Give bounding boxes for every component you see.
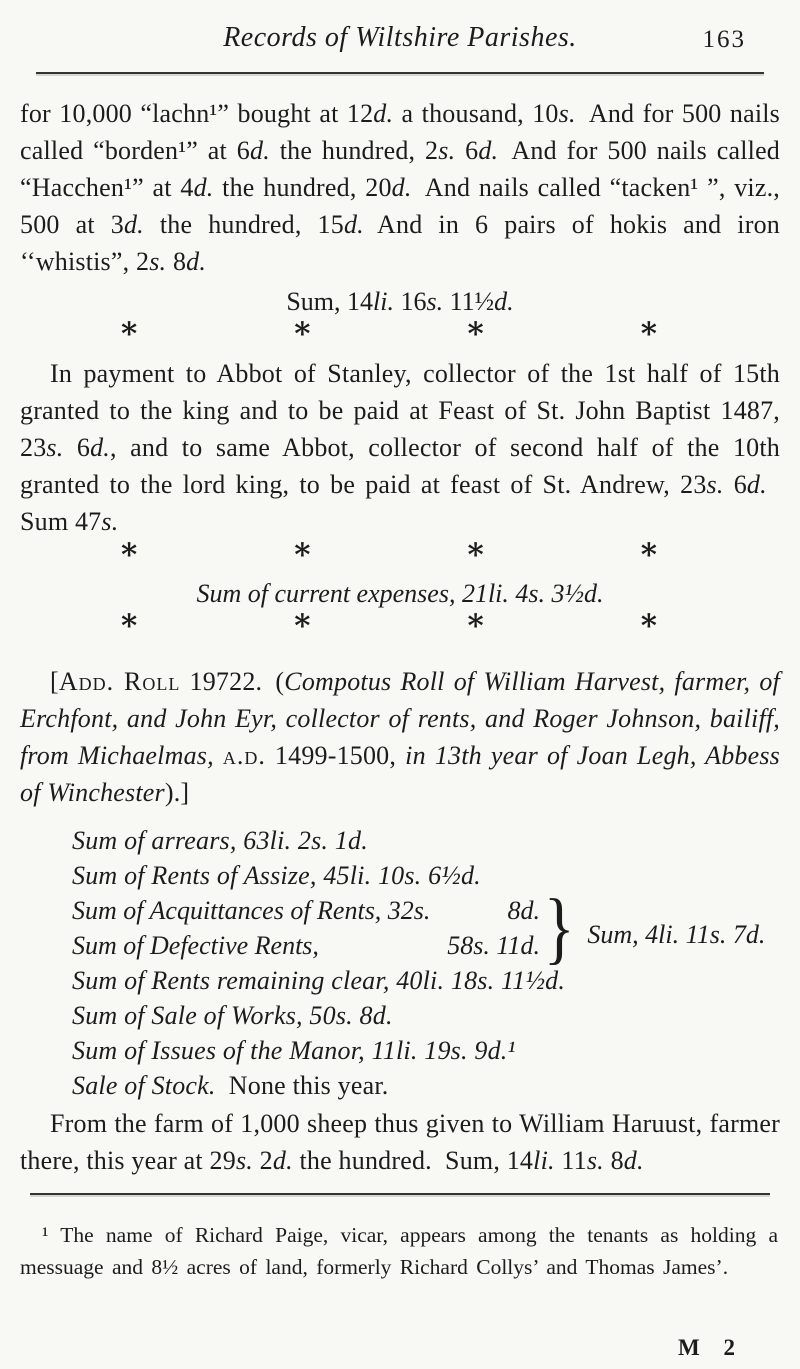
sums-list — [72, 823, 780, 1103]
asterisk-icon: * — [467, 608, 484, 644]
text-run: s. — [149, 247, 167, 276]
text-run: Sum, 4li. 11s. 7d. — [587, 920, 766, 949]
text-run: Compotus Roll of William Harvest, farmer, of Erchfont, and John Eyr, collector of rents, and Roger Johnson, bailiff, from Michaelmas, — [20, 667, 780, 770]
asterisk-icon: * — [640, 608, 657, 644]
text-run: the hundred, 20 — [213, 173, 392, 202]
sum-line-expenses — [0, 285, 800, 319]
asterisk-icon: * — [294, 316, 311, 352]
text-run: s. — [426, 287, 444, 316]
text-run: in 13th year of Joan Legh, Abbess of Winchester — [20, 741, 780, 807]
paragraph-sheep-farm — [20, 1105, 780, 1179]
text-run: And for 500 nails called “borden¹” at 6 — [20, 99, 780, 165]
list-item-sale-stock — [72, 1068, 780, 1103]
text-run: s. — [586, 1146, 604, 1175]
brace-sum — [587, 920, 765, 950]
list-item-issues-manor — [72, 1033, 780, 1068]
text-run: 6 — [63, 433, 91, 462]
brace-group — [72, 884, 780, 972]
text-run: d. — [494, 287, 514, 316]
text-run: In payment to Abbot of Stanley, collector of the 1st half of 15th granted to the king and to be paid at Feast of St. John Baptist 1487, 23 — [20, 359, 780, 462]
brace-icon: } — [543, 884, 575, 972]
asterisk-icon: * — [640, 316, 657, 352]
asterisk-separator — [0, 316, 800, 352]
text-run: d. — [272, 1146, 293, 1175]
text-run: 6 — [455, 136, 479, 165]
text-run: 8 — [603, 1146, 624, 1175]
text-run: d. — [186, 247, 207, 276]
list-item-arrears — [72, 823, 780, 858]
text-run: d. — [250, 136, 270, 165]
list-item-sale-works — [72, 998, 780, 1033]
text-run: the hundred, 2 — [269, 136, 439, 165]
text-run: None this year. — [215, 1071, 389, 1100]
footnote — [20, 1219, 778, 1283]
text-run: d. — [391, 173, 412, 202]
text-run: 8d. — [507, 896, 540, 925]
asterisk-icon: * — [467, 316, 484, 352]
text-run: s. — [438, 136, 456, 165]
text-run: Add. Roll — [58, 667, 181, 696]
text-run: a thousand, 10 — [393, 99, 559, 128]
text-run: d. — [623, 1146, 644, 1175]
text-run: d. — [123, 210, 144, 239]
text-run: 2 — [252, 1146, 273, 1175]
asterisk-icon: * — [121, 537, 138, 573]
text-run: [ — [50, 667, 59, 696]
text-run: 11½ — [443, 287, 495, 316]
text-run: d. — [90, 433, 111, 462]
signature-mark: M 2 — [678, 1335, 744, 1360]
asterisk-icon: * — [121, 608, 138, 644]
list-item-rents-clear — [72, 963, 780, 998]
text-run: And in 6 pairs of hokis and iron ‘‘whistis”, 2 — [20, 210, 780, 276]
text-run: d. — [746, 470, 767, 499]
text-run: 6 — [723, 470, 747, 499]
text-run: s. — [558, 99, 576, 128]
brace-lines — [72, 893, 540, 963]
paragraph-add-roll-heading — [20, 663, 780, 811]
header-rule — [36, 72, 764, 74]
list-item-defective-rents — [72, 928, 540, 963]
asterisk-separator — [0, 608, 800, 644]
text-run: d. — [343, 210, 364, 239]
text-run: s. — [46, 433, 64, 462]
text-run: li. — [533, 1146, 555, 1175]
text-run: Sum of Issues of the Manor, 11li. 19s. 9d.¹ — [72, 1036, 516, 1065]
text-run: a.d. — [222, 741, 266, 770]
text-run: s. — [706, 470, 724, 499]
text-run: 1499-1500, — [265, 741, 406, 770]
text-run: d. — [373, 99, 394, 128]
text-run: Sum, 14 — [286, 287, 374, 316]
text-run: And for 500 nails called “Hacchen¹” at 4 — [20, 136, 781, 202]
text-run: 8 — [166, 247, 187, 276]
list-item-rents-assize — [72, 858, 780, 893]
asterisk-icon: * — [294, 608, 311, 644]
list-item-label — [72, 893, 430, 928]
text-run: Sum of arrears, 63li. 2s. 1d. — [72, 826, 368, 855]
text-run: for 10,000 “lachn¹” bought at 12 — [20, 99, 374, 128]
footnote-rule — [30, 1193, 770, 1195]
paragraph-abbot-payment — [20, 355, 780, 540]
text-run: And nails called “tacken¹ ”, viz., 500 at 3 — [20, 173, 780, 239]
text-run: 16 — [393, 287, 427, 316]
text-run: s. — [101, 507, 119, 536]
text-run: , and to same Abbot, collector of second half of the 10th granted to the lord king, to be paid at feast of St. Andrew, 23 — [20, 433, 780, 499]
list-item-label — [72, 928, 319, 963]
text-run: li. — [373, 287, 394, 316]
text-run: s. — [235, 1146, 253, 1175]
asterisk-icon: * — [121, 316, 138, 352]
text-run: Sum of Rents remaining clear, 40li. 18s. 11½d. — [72, 966, 566, 995]
text-run: 58s. 11d. — [447, 931, 540, 960]
text-run: 19722. ( — [180, 667, 285, 696]
asterisk-icon: * — [467, 537, 484, 573]
text-run: d. — [478, 136, 499, 165]
asterisk-icon: * — [640, 537, 657, 573]
sum-current-expenses — [0, 577, 800, 611]
running-title: Records of Wiltshire Parishes. — [223, 22, 577, 53]
paragraph-nails-expenses — [20, 95, 780, 280]
list-item-value — [447, 928, 540, 963]
text-run: From the farm of 1,000 sheep thus given to William Haruust, farmer there, this year at 29 — [20, 1109, 780, 1175]
text-run: Sum of Defective Rents, — [72, 931, 319, 960]
text-run: d. — [193, 173, 214, 202]
text-run: Sum of Acquittances of Rents, 32s. — [72, 896, 431, 925]
text-run: the hundred. Sum, 14 — [292, 1146, 534, 1175]
asterisk-icon: * — [294, 537, 311, 573]
text-run: Sum of current expenses, 21li. 4s. 3½d. — [196, 579, 604, 608]
text-run: Sum of Sale of Works, 50s. 8d. — [72, 1001, 393, 1030]
page-number: 163 — [702, 26, 746, 53]
text-run: Sum 47 — [20, 470, 780, 536]
asterisk-separator — [0, 537, 800, 573]
page-header — [0, 0, 800, 56]
text-run: Sale of Stock. — [72, 1071, 216, 1100]
list-item-acquittances — [72, 893, 540, 928]
text-run: ).] — [164, 778, 190, 807]
list-item-value — [508, 893, 541, 928]
text-run: Sum of Rents of Assize, 45li. 10s. 6½d. — [72, 861, 481, 890]
text-run: ¹ The name of Richard Paige, vicar, appears among the tenants as holding a messuage and 8½ acres of land, formerly Richard Collys’ and Thomas James’. — [20, 1223, 778, 1279]
text-run: 11 — [554, 1146, 587, 1175]
text-run: the hundred, 15 — [143, 210, 344, 239]
